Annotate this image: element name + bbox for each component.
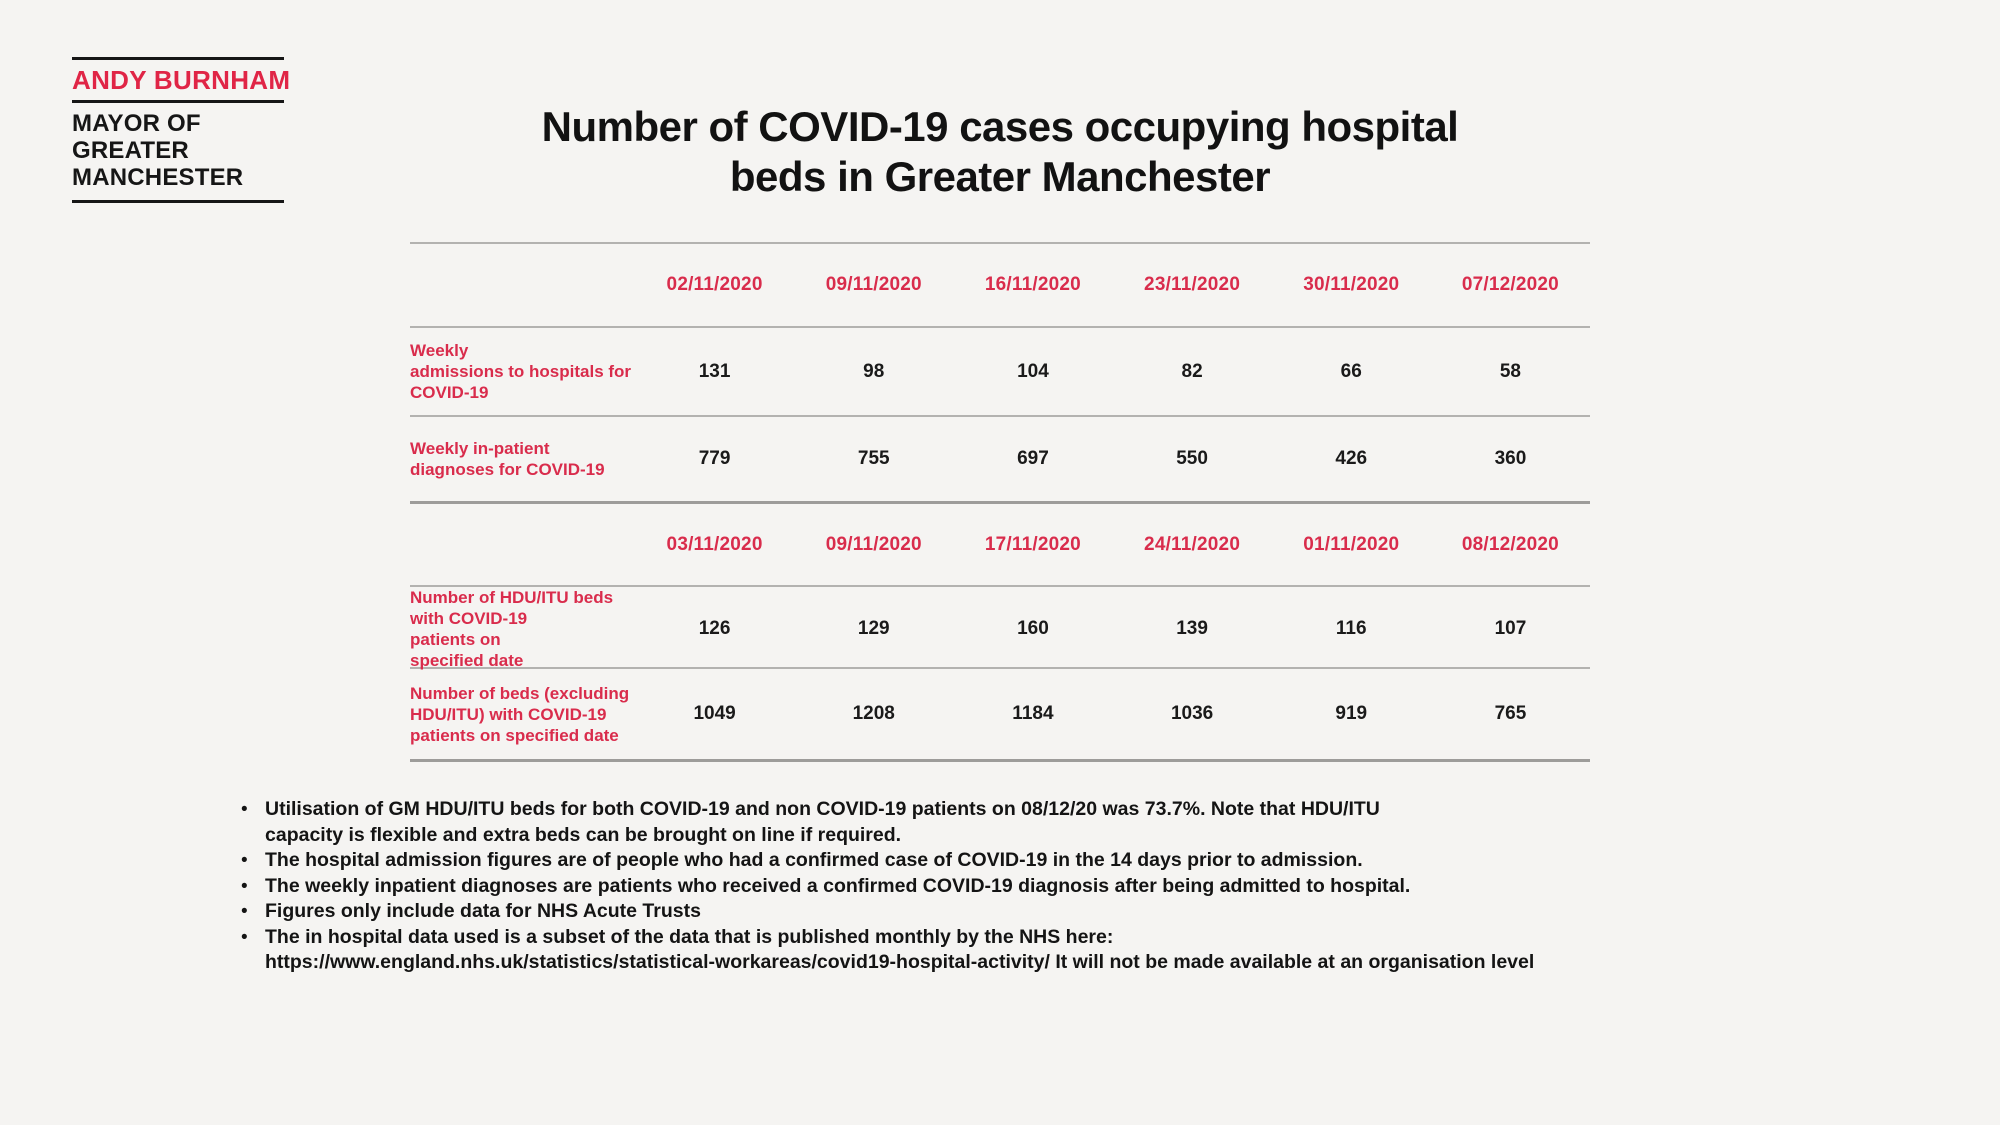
bullet-icon: • — [241, 926, 248, 948]
date-header: 02/11/2020 — [666, 274, 763, 295]
note-acute-trusts: • Figures only include data for NHS Acute Trusts — [241, 899, 1701, 925]
bullet-icon: • — [241, 850, 248, 871]
value-cell: 755 — [857, 448, 890, 469]
value-cell: 360 — [1494, 448, 1527, 469]
bullet-icon: • — [241, 875, 248, 897]
value-cell: 160 — [1017, 618, 1049, 639]
value-cell: 104 — [1017, 360, 1049, 382]
value-cell: 426 — [1335, 448, 1368, 469]
date-header: 30/11/2020 — [1303, 274, 1400, 295]
date-header: 09/11/2020 — [825, 533, 922, 555]
table-row-other-beds — [410, 669, 1590, 762]
page-title — [400, 102, 1600, 202]
note-nhs-source: • The in hospital data used is a subset of the data that is published monthly by the NHS here: https://www.england.nhs.uk/statistics/statistical-workareas/covid19-hospital-activity/ It will not be made available at an organisation level — [241, 925, 1701, 976]
date-header: 01/11/2020 — [1303, 533, 1400, 555]
date-header-row-1 — [410, 244, 1590, 328]
notes-list — [241, 797, 1701, 976]
value-cell: 1208 — [852, 703, 895, 724]
value-cell: 765 — [1494, 703, 1527, 724]
value-cell: 919 — [1335, 703, 1368, 724]
date-header: 24/11/2020 — [1144, 533, 1241, 555]
table-row-inpatient-diagnoses — [410, 417, 1590, 504]
row-label: Weekly in-patient diagnoses for COVID-19 — [410, 439, 605, 479]
value-cell: 129 — [857, 618, 890, 639]
date-header: 17/11/2020 — [984, 533, 1081, 555]
value-cell: 126 — [698, 618, 731, 639]
date-header: 03/11/2020 — [666, 533, 763, 555]
value-cell: 98 — [863, 360, 885, 382]
value-cell: 82 — [1181, 360, 1203, 382]
bullet-icon: • — [241, 799, 248, 820]
table-row-hdu-itu-beds — [410, 587, 1590, 669]
logo-rule-bottom — [72, 200, 284, 203]
date-header-row-2 — [410, 504, 1590, 587]
row-label: Weekly admissions to hospitals for COVID-19 — [410, 341, 632, 402]
value-cell: 66 — [1340, 360, 1362, 382]
value-cell: 107 — [1494, 618, 1527, 639]
row-label: Number of beds (excluding HDU/ITU) with COVID-19 patients on specified date — [410, 683, 630, 745]
value-cell: 139 — [1176, 618, 1208, 639]
table-row-weekly-admissions — [410, 328, 1590, 417]
page-title-line: beds in Greater Manchester — [729, 153, 1271, 200]
nhs-source-url: https://www.england.nhs.uk/statistics/statistical-workareas/covid19-hospital-activity/ It will not be made available at an organisation level — [265, 951, 1535, 973]
date-header: 07/12/2020 — [1461, 274, 1559, 295]
logo-subtitle-line: MANCHESTER — [72, 164, 244, 191]
gm-mayor-logo — [72, 57, 291, 203]
date-header: 23/11/2020 — [1144, 274, 1241, 295]
covid-beds-table — [410, 242, 1590, 762]
value-cell: 58 — [1499, 360, 1521, 382]
note-utilisation: • Utilisation of GM HDU/ITU beds for both COVID-19 and non COVID-19 patients on 08/12/20 was 73.7%. Note that HDU/ITU capacity is flexible and extra beds can be brought on line if required. — [241, 798, 1380, 846]
page-title-line: Number of COVID-19 cases occupying hospital — [541, 103, 1459, 150]
date-header: 16/11/2020 — [984, 274, 1081, 295]
row-label: Number of HDU/ITU beds with COVID-19 patients on specified date — [410, 588, 614, 670]
date-header: 09/11/2020 — [825, 274, 922, 295]
value-cell: 779 — [698, 448, 731, 469]
note-admission-figures: • The hospital admission figures are of people who had a confirmed case of COVID-19 in the 14 days prior to admission. — [241, 848, 1701, 874]
value-cell: 1036 — [1170, 703, 1214, 724]
logo-subtitle-line: MAYOR OF — [72, 110, 201, 137]
value-cell: 697 — [1017, 448, 1049, 469]
logo-subtitle — [72, 103, 284, 200]
value-cell: 1184 — [1012, 703, 1054, 724]
value-cell: 550 — [1176, 448, 1208, 469]
logo-name: ANDY BURNHAM — [72, 65, 291, 95]
value-cell: 1049 — [693, 703, 736, 724]
value-cell: 116 — [1335, 618, 1367, 639]
value-cell: 131 — [698, 360, 731, 382]
date-header: 08/12/2020 — [1461, 533, 1559, 555]
logo-subtitle-line: GREATER — [72, 137, 189, 164]
bullet-icon: • — [241, 901, 248, 922]
note-inpatient-diagnoses: • The weekly inpatient diagnoses are patients who received a confirmed COVID-19 diagnosis after being admitted to hospital. — [241, 874, 1701, 900]
